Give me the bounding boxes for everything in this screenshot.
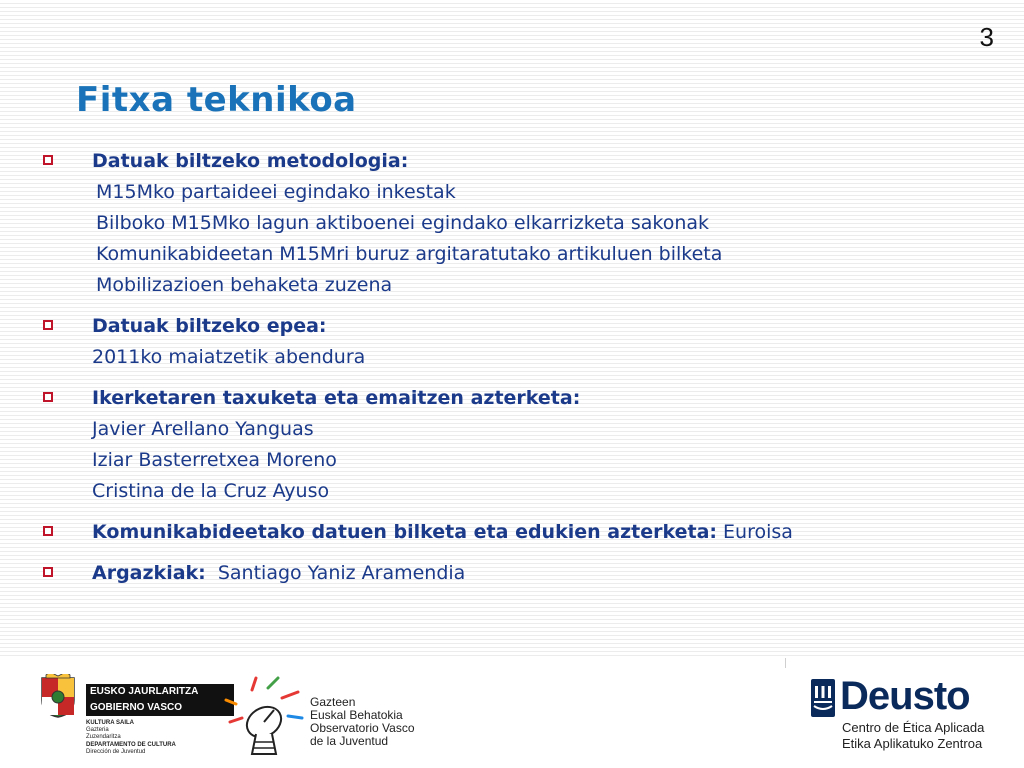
hollow-square-icon — [43, 392, 53, 402]
obs-line2: Euskal Behatokia — [310, 708, 403, 722]
gobierno-vasco-logo — [38, 672, 208, 762]
deusto-line2: Etika Aplikatuko Zentroa — [842, 736, 983, 751]
gv-dept-eu: KULTURA SAILA — [86, 720, 134, 726]
deusto-name: Deusto — [840, 674, 970, 718]
gv-sub-eu-1: Gazteria — [86, 727, 109, 733]
coat-of-arms-icon — [38, 674, 78, 718]
section-heading: Datuak biltzeko epea: — [92, 315, 327, 337]
hollow-square-icon — [43, 155, 53, 165]
footer-divider — [785, 658, 786, 668]
section-line: Cristina de la Cruz Ayuso — [92, 480, 330, 502]
gv-line2: GOBIERNO VASCO — [86, 700, 234, 716]
gv-sub-es: Dirección de Juventud — [86, 749, 146, 755]
deusto-line1: Centro de Ética Aplicada — [842, 720, 985, 735]
building-emblem-icon — [810, 678, 836, 718]
gv-line1: EUSKO JAURLARITZA — [86, 684, 234, 700]
section-value: Santiago Yaniz Aramendia — [205, 562, 466, 584]
section-heading: Ikerketaren taxuketa eta emaitzen azterketa: — [92, 387, 581, 409]
hollow-square-icon — [43, 320, 53, 330]
observatorio-text — [310, 696, 415, 748]
bullet-list — [40, 146, 1000, 599]
page-number: 3 — [979, 22, 994, 52]
list-item — [40, 383, 1000, 507]
obs-line4: de la Juventud — [310, 734, 389, 748]
list-item — [40, 146, 1000, 301]
obs-line3: Observatorio Vasco — [310, 721, 415, 735]
section-line: Javier Arellano Yanguas — [92, 418, 314, 440]
obs-line1: Gazteen — [310, 695, 356, 709]
section-line: Mobilizazioen behaketa zuzena — [96, 274, 393, 296]
deusto-logo — [808, 674, 998, 754]
list-item — [40, 558, 1000, 589]
section-line: Bilboko M15Mko lagun aktiboenei egindako elkarrizketa sakonak — [96, 212, 710, 234]
list-item — [40, 517, 1000, 548]
hollow-square-icon — [43, 567, 53, 577]
satellite-dish-icon — [222, 676, 312, 760]
gv-dept-es: DEPARTAMENTO DE CULTURA — [86, 742, 176, 748]
section-line: M15Mko partaideei egindako inkestak — [96, 181, 456, 203]
section-heading: Datuak biltzeko metodologia: — [92, 150, 409, 172]
section-line: Iziar Basterretxea Moreno — [92, 449, 337, 471]
observatorio-logo — [222, 676, 432, 760]
list-item — [40, 311, 1000, 373]
slide-title: Fitxa teknikoa — [76, 80, 357, 120]
section-value: Euroisa — [717, 521, 793, 543]
hollow-square-icon — [43, 526, 53, 536]
section-heading: Komunikabideetako datuen bilketa eta edukien azterketa: — [92, 521, 717, 543]
section-line: 2011ko maiatzetik abendura — [92, 346, 366, 368]
section-line: Komunikabideetan M15Mri buruz argitaratutako artikuluen bilketa — [96, 243, 723, 265]
deusto-subtitle — [842, 720, 984, 752]
gv-sub-eu-2: Zuzendaritza — [86, 734, 121, 740]
section-heading: Argazkiak: — [92, 562, 206, 584]
